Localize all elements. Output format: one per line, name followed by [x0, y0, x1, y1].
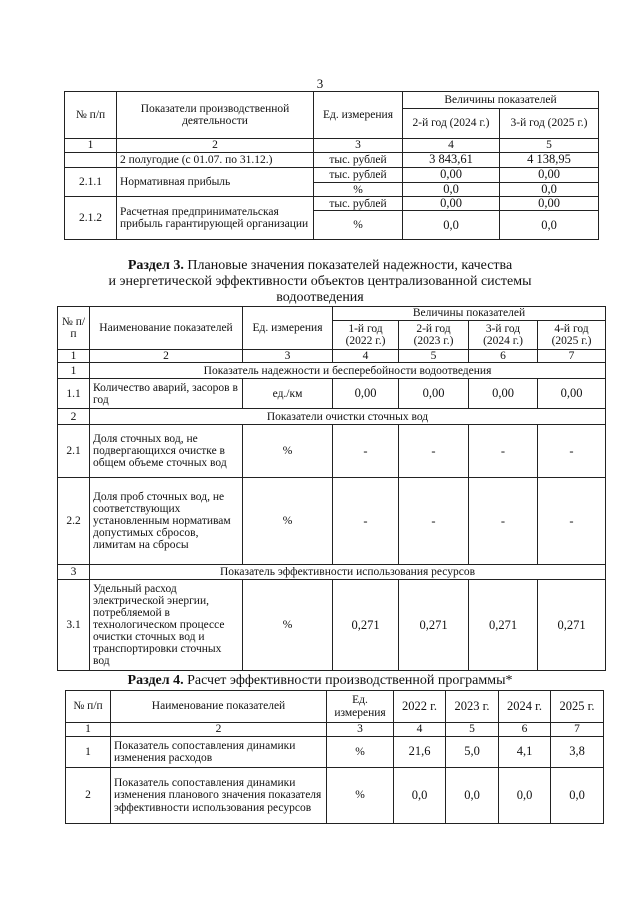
col-header-unit: Ед. измерения [327, 691, 394, 723]
num-cell: 1 [66, 737, 111, 768]
group-title: Показатель надежности и бесперебойности водоотведения [90, 363, 606, 379]
num-cell: 2 [66, 768, 111, 824]
group-row [58, 363, 606, 379]
name-cell: Удельный расход электрической энергии, потребляемой в технологическом процессе очистки сточных вод и транспортировки сточных вод [90, 580, 243, 671]
table-row [65, 153, 599, 168]
num-cell: 2.2 [58, 478, 90, 565]
index-cell: 5 [500, 139, 599, 153]
col-header-name: Наименование показателей [90, 307, 243, 350]
col-header-num: № п/п [65, 92, 117, 139]
table-row [65, 168, 599, 183]
index-cell: 4 [394, 723, 446, 737]
index-cell: 3 [314, 139, 403, 153]
value-cell: 0,271 [399, 580, 469, 671]
section-3-title-line3: водоотведения [276, 290, 364, 305]
value-cell: 0,271 [469, 580, 538, 671]
name-cell: Доля проб сточных вод, не соответствующих установленным нормативам допустимых сбросов, лимитам на сбросы [90, 478, 243, 565]
index-cell: 1 [66, 723, 111, 737]
col-header-year-2024: 2-й год (2024 г.) [403, 109, 500, 139]
production-indicators-table [64, 91, 599, 240]
group-row [58, 565, 606, 580]
index-cell: 5 [446, 723, 499, 737]
index-cell: 2 [90, 350, 243, 363]
group-title: Показатель эффективности использования ресурсов [90, 565, 606, 580]
value-cell: 0,00 [403, 168, 500, 183]
value-cell: 0,0 [394, 768, 446, 824]
value-cell: 5,0 [446, 737, 499, 768]
index-row [58, 350, 606, 363]
name-cell: Количество аварий, засоров в год [90, 379, 243, 409]
value-cell: 0,0 [403, 211, 500, 240]
index-cell: 1 [65, 139, 117, 153]
value-cell: 0,0 [403, 183, 500, 197]
section-3-heading [0, 258, 640, 274]
col-header-year-2025: 2025 г. [551, 691, 604, 723]
num-cell: 2.1.2 [65, 197, 117, 240]
name-cell: Нормативная прибыль [117, 168, 314, 197]
value-cell: 0,0 [446, 768, 499, 824]
value-cell: - [469, 425, 538, 478]
col-header-year-2024: 2024 г. [499, 691, 551, 723]
table-row [65, 197, 599, 211]
col-header-year-2024: 3-й год (2024 г.) [469, 321, 538, 350]
value-cell: - [469, 478, 538, 565]
section-4-heading [0, 673, 640, 689]
col-header-year-2022: 1-й год (2022 г.) [333, 321, 399, 350]
col-header-year-2025: 3-й год (2025 г.) [500, 109, 599, 139]
unit-cell: % [314, 211, 403, 240]
index-cell: 3 [327, 723, 394, 737]
value-cell: 0,0 [551, 768, 604, 824]
group-title: Показатели очистки сточных вод [90, 409, 606, 425]
col-header-indicator: Показатели производственной деятельности [117, 92, 314, 139]
value-cell: - [333, 425, 399, 478]
name-cell: Расчетная предпринимательская прибыль гарантирующей организации [117, 197, 314, 240]
col-header-name: Наименование показателей [111, 691, 327, 723]
index-cell: 4 [333, 350, 399, 363]
value-cell: 21,6 [394, 737, 446, 768]
value-cell: 0,00 [469, 379, 538, 409]
table-row [58, 478, 606, 565]
value-cell: 0,0 [499, 768, 551, 824]
index-cell: 2 [117, 139, 314, 153]
efficiency-table [65, 690, 604, 824]
value-cell: 3,8 [551, 737, 604, 768]
index-row [66, 723, 604, 737]
index-cell: 3 [243, 350, 333, 363]
value-cell: - [399, 478, 469, 565]
section-3-title-line2: и энергетической эффективности объектов централизованной системы [108, 274, 532, 289]
value-cell: 4,1 [499, 737, 551, 768]
name-cell: Показатель сопоставления динамики изменения расходов [111, 737, 327, 768]
col-header-year-2025: 4-й год (2025 г.) [538, 321, 606, 350]
value-cell: 4 138,95 [500, 153, 599, 168]
unit-cell: % [243, 425, 333, 478]
col-header-year-2022: 2022 г. [394, 691, 446, 723]
value-cell: 0,271 [538, 580, 606, 671]
index-cell: 7 [538, 350, 606, 363]
table-row [66, 768, 604, 824]
section-4-label: Раздел 4. [127, 673, 184, 688]
value-cell: - [538, 478, 606, 565]
value-cell: 0,0 [500, 211, 599, 240]
num-cell: 1.1 [58, 379, 90, 409]
num-cell: 3.1 [58, 580, 90, 671]
table-row [58, 580, 606, 671]
page-number: 3 [316, 76, 324, 91]
group-row [58, 409, 606, 425]
unit-cell: тыс. рублей [314, 197, 403, 211]
value-cell: 0,00 [500, 197, 599, 211]
col-header-unit: Ед. измерения [243, 307, 333, 350]
index-cell: 6 [469, 350, 538, 363]
value-cell: 0,0 [500, 183, 599, 197]
index-cell: 4 [403, 139, 500, 153]
col-header-num: № п/п [66, 691, 111, 723]
unit-cell: % [243, 478, 333, 565]
value-cell: - [399, 425, 469, 478]
col-header-unit: Ед. измерения [314, 92, 403, 139]
value-cell: - [333, 478, 399, 565]
col-header-num: № п/п [58, 307, 90, 350]
value-cell: - [538, 425, 606, 478]
value-cell: 0,00 [538, 379, 606, 409]
name-cell: Доля сточных вод, не подвергающихся очистке в общем объеме сточных вод [90, 425, 243, 478]
index-cell: 2 [111, 723, 327, 737]
unit-cell: тыс. рублей [314, 153, 403, 168]
table-row [58, 425, 606, 478]
group-num: 3 [58, 565, 90, 580]
section-4-title: Расчет эффективности производственной программы* [187, 673, 513, 688]
value-cell: 0,271 [333, 580, 399, 671]
col-header-values: Величины показателей [333, 307, 606, 321]
unit-cell: % [243, 580, 333, 671]
index-cell: 1 [58, 350, 90, 363]
index-row [65, 139, 599, 153]
reliability-indicators-table [57, 306, 606, 671]
value-cell: 0,00 [500, 168, 599, 183]
section-3-title-line1: Плановые значения показателей надежности, качества [187, 258, 513, 273]
unit-cell: ед./км [243, 379, 333, 409]
col-header-values: Величины показателей [403, 92, 599, 109]
index-cell: 5 [399, 350, 469, 363]
value-cell: 0,00 [333, 379, 399, 409]
col-header-year-2023: 2-й год (2023 г.) [399, 321, 469, 350]
index-cell: 7 [551, 723, 604, 737]
section-3-label: Раздел 3. [127, 258, 184, 273]
index-cell: 6 [499, 723, 551, 737]
value-cell: 3 843,61 [403, 153, 500, 168]
num-cell: 2.1.1 [65, 168, 117, 197]
num-cell [65, 153, 117, 168]
unit-cell: тыс. рублей [314, 168, 403, 183]
col-header-year-2023: 2023 г. [446, 691, 499, 723]
table-row [58, 379, 606, 409]
group-num: 2 [58, 409, 90, 425]
table-row [66, 737, 604, 768]
value-cell: 0,00 [399, 379, 469, 409]
name-cell: Показатель сопоставления динамики изменения планового значения показателя эффективности использования ресурсов [111, 768, 327, 824]
unit-cell: % [327, 737, 394, 768]
unit-cell: % [314, 183, 403, 197]
name-cell: 2 полугодие (с 01.07. по 31.12.) [117, 153, 314, 168]
num-cell: 2.1 [58, 425, 90, 478]
unit-cell: % [327, 768, 394, 824]
value-cell: 0,00 [403, 197, 500, 211]
group-num: 1 [58, 363, 90, 379]
